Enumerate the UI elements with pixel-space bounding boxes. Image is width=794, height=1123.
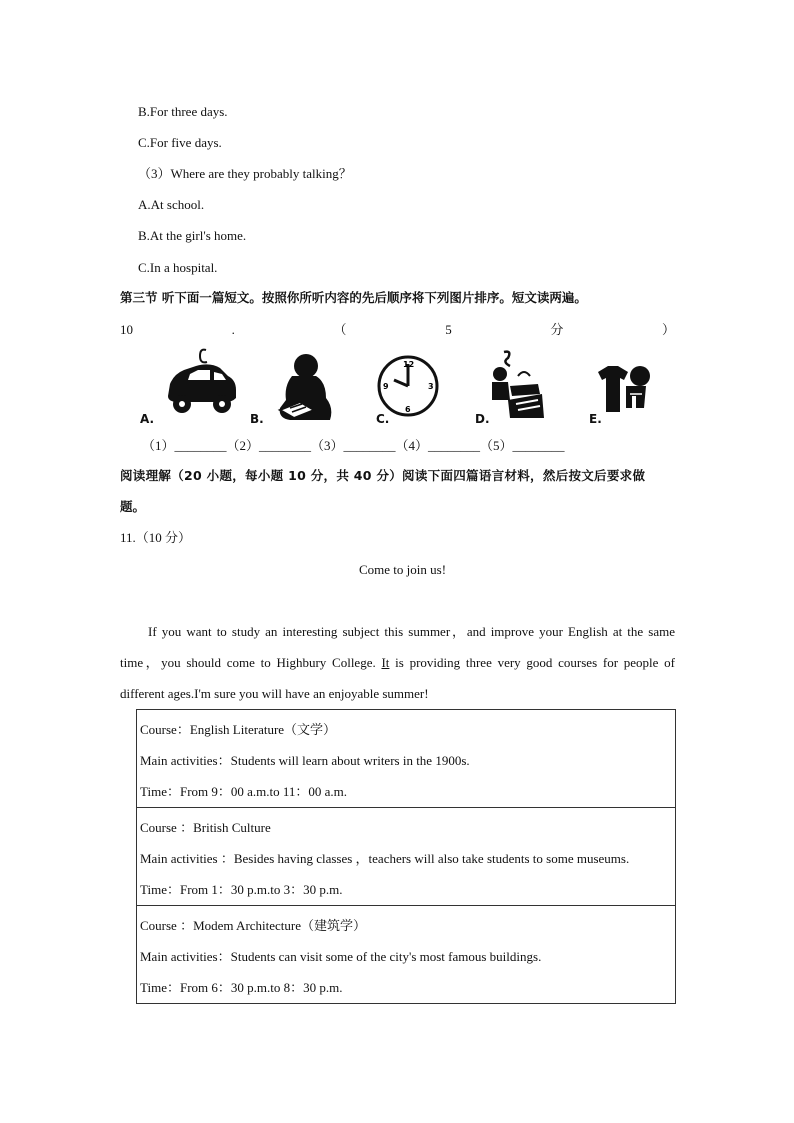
course-time: Time：From 9：00 a.m.to 11：00 a.m. bbox=[140, 784, 348, 799]
clock-icon bbox=[376, 354, 440, 418]
svg-text:9: 9 bbox=[383, 382, 389, 391]
q10-score: 5 bbox=[445, 322, 452, 337]
course-name: Course ：Modem Architecture（建筑学） bbox=[140, 918, 367, 933]
q10-number: 10 bbox=[120, 322, 133, 337]
q10-paren-close: ） bbox=[661, 322, 675, 337]
course-activities: Main activities ：Besides having classes ，teachers will also take students to some museums. bbox=[140, 851, 630, 866]
course-name: Course：English Literature（文学） bbox=[140, 722, 337, 737]
child-reading-icon bbox=[270, 352, 340, 424]
picture-label-e: E. bbox=[589, 412, 602, 426]
course-time: Time：From 6：30 p.m.to 8：30 p.m. bbox=[140, 980, 343, 995]
option-q3-c: C.In a hospital. bbox=[138, 260, 218, 275]
section3-heading: 第三节 听下面一篇短文。按照你所听内容的先后顺序将下列图片排序。短文读两遍。 bbox=[120, 290, 587, 305]
passage-text-2: is providing three very good courses for people of different ages.I'm sure you will have an enjoyable summer! bbox=[120, 655, 675, 701]
q10-score-unit: 分 bbox=[550, 322, 564, 337]
answer-blanks: （1）________（2）________（3）________（4）________（5）________ bbox=[142, 438, 565, 453]
course-name: Course ：British Culture bbox=[140, 820, 271, 835]
option-q2-b: B.For three days. bbox=[138, 104, 228, 119]
q10-paren-open: （ bbox=[333, 322, 347, 337]
option-q3-b: B.At the girl's home. bbox=[138, 228, 247, 243]
table-row bbox=[137, 710, 676, 808]
course-activities: Main activities：Students can visit some of the city's most famous buildings. bbox=[140, 949, 542, 964]
picture-label-a: A. bbox=[140, 412, 155, 426]
q10-header bbox=[120, 322, 675, 338]
picture-label-c: C. bbox=[376, 412, 390, 426]
picture-row bbox=[140, 346, 660, 430]
courses-table bbox=[136, 709, 676, 1004]
svg-text:12: 12 bbox=[403, 360, 415, 369]
svg-text:3: 3 bbox=[428, 382, 434, 391]
car-icon bbox=[160, 346, 240, 418]
clothes-icon bbox=[594, 364, 656, 416]
picture-label-d: D. bbox=[475, 412, 490, 426]
question-3: （3）Where are they probably talking？ bbox=[138, 166, 352, 181]
course-time: Time：From 1：30 p.m.to 3：30 p.m. bbox=[140, 882, 343, 897]
passage-title: Come to join us! bbox=[359, 562, 447, 577]
svg-text:6: 6 bbox=[405, 405, 411, 414]
option-q3-a: A.At school. bbox=[138, 197, 205, 212]
reading-heading: 阅读理解（20 小题，每小题 10 分，共 40 分）阅读下面四篇语言材料，然后按文后要求做 bbox=[120, 468, 646, 483]
cooking-icon bbox=[488, 348, 548, 420]
table-row bbox=[137, 808, 676, 906]
table-row bbox=[137, 906, 676, 1004]
course-activities: Main activities：Students will learn about writers in the 1900s. bbox=[140, 753, 470, 768]
q11-label: 11.（10 分） bbox=[120, 530, 192, 545]
picture-label-b: B. bbox=[250, 412, 264, 426]
passage-paragraph bbox=[120, 616, 675, 709]
passage-underlined-it: It bbox=[381, 655, 390, 670]
passage-text-1: If you want to study an interesting subject this summer，and improve your English at the same time，you should come to Highbury College. bbox=[120, 624, 675, 670]
reading-heading-cont: 题。 bbox=[120, 499, 146, 514]
q10-dot: . bbox=[231, 322, 235, 337]
option-q2-c: C.For five days. bbox=[138, 135, 222, 150]
